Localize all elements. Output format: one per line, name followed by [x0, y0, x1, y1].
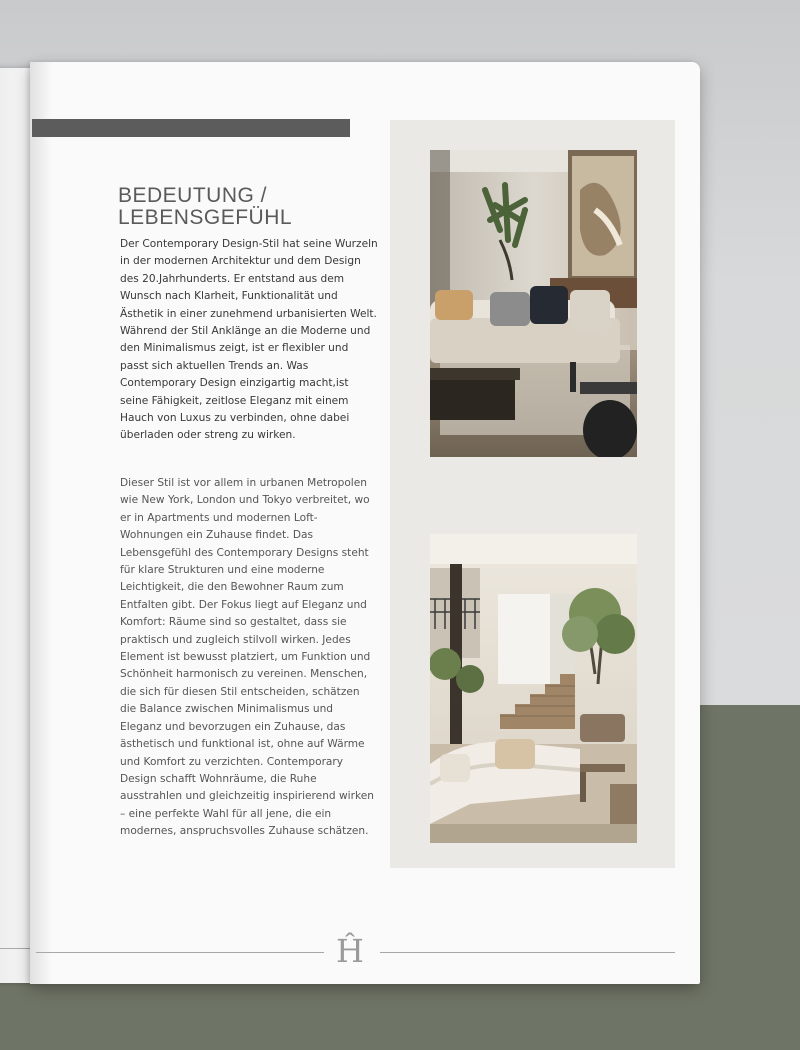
body-paragraph-2: Dieser Stil ist vor allem in urbanen Metropolen wie New York, London und Tokyo verbreitet, wo er in Apartments und modernen Loft-Wohnungen ein Zuhause findet. Das Lebensgefühl des Contemporary Designs steht für klare Strukturen und eine moderne Leichtigkeit, die den Bewohner Raum zum Entfalten gibt. Der Fokus liegt auf Eleganz und Komfort: Räume sind so gestaltet, dass sie praktisch und zugleich stilvoll wirken. Jedes Element ist bewusst platziert, um Funktion und Schönheit harmonisch zu vereinen. Menschen, die sich für diesen Stil entscheiden, schätzen die Balance zwischen Minimalismus und Eleganz und bevorzugen ein Zuhause, das ästhetisch und funktional ist, ohne auf Wärme und Komfort zu verzichten. Contemporary Design schafft Wohnräume, die Ruhe ausstrahlen und gleichzeitig inspirierend wirken – eine perfekte Wahl für all jene, die ein modernes, anspruchsvolles Zuhause schätzen.	[120, 477, 374, 838]
body-paragraph-1: Der Contemporary Design-Stil hat seine Wurzeln in der modernen Architektur und dem Design des 20.Jahrhunderts. Er entstand aus dem Wunsch nach Klarheit, Funktionalität und Ästhetik in einer zunehmend urbanisierten Welt. Während der Stil Anklänge an die Moderne und den Minimalismus zeigt, ist er flexibler und passt sich aktuellen Trends an. Was Contemporary Design einzigartig macht,ist seine Fähigkeit, zeitlose Eleganz mit einem Hauch von Luxus zu verbinden, ohne dabei überladen oder streng zu wirken.	[120, 238, 378, 442]
living-room-photo	[430, 150, 637, 457]
footer-rule-left	[36, 952, 324, 953]
left-page-footer-rule	[0, 948, 30, 949]
image-panel	[390, 120, 675, 868]
accent-bar	[32, 119, 350, 137]
page-heading: BEDEUTUNG / LEBENSGEFÜHL	[118, 184, 293, 230]
magazine-page	[30, 62, 700, 984]
footer-logo: Ĥ	[336, 932, 364, 970]
footer-rule-right	[380, 952, 675, 953]
living-space-photo	[430, 534, 637, 843]
page-gutter-shadow	[30, 62, 52, 984]
left-page-edge	[0, 68, 30, 983]
